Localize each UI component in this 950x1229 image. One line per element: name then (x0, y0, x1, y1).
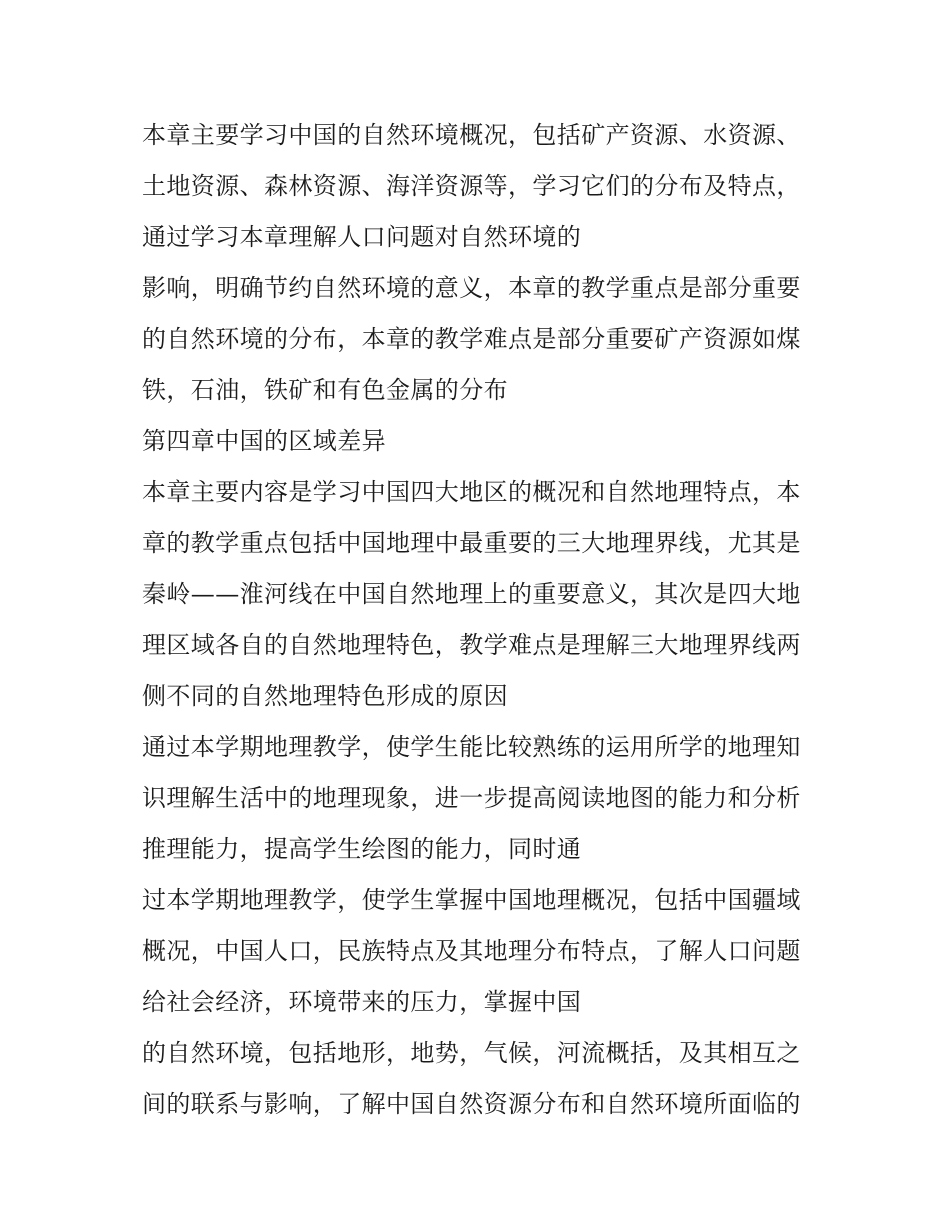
text-line: 影响，明确节约自然环境的意义，本章的教学重点是部分重要 (142, 274, 801, 302)
text-line: 侧不同的自然地理特色形成的原因 (142, 682, 508, 710)
text-line: 概况，中国人口，民族特点及其地理分布特点，了解人口问题 (142, 937, 801, 965)
text-line: 本章主要内容是学习中国四大地区的概况和自然地理特点，本 (142, 478, 801, 506)
text-line: 间的联系与影响，了解中国自然资源分布和自然环境所面临的 (142, 1090, 801, 1118)
text-line: 的自然环境，包括地形，地势，气候，河流概括，及其相互之 (142, 1039, 801, 1067)
text-line: 给社会经济，环境带来的压力，掌握中国 (142, 988, 582, 1016)
text-line: 秦岭——淮河线在中国自然地理上的重要意义，其次是四大地 (142, 580, 801, 608)
text-line: 识理解生活中的地理现象，进一步提高阅读地图的能力和分析 (142, 784, 801, 812)
text-line: 推理能力，提高学生绘图的能力，同时通 (142, 835, 582, 863)
section-heading: 第四章中国的区域差异 (142, 427, 386, 455)
text-line: 土地资源、森林资源、海洋资源等，学习它们的分布及特点， (142, 172, 801, 200)
body-text (142, 110, 822, 1130)
text-line: 通过学习本章理解人口问题对自然环境的 (142, 223, 582, 251)
text-line: 章的教学重点包括中国地理中最重要的三大地理界线，尤其是 (142, 529, 801, 557)
text-line: 理区域各自的自然地理特色，教学难点是理解三大地理界线两 (142, 631, 801, 659)
text-line: 通过本学期地理教学，使学生能比较熟练的运用所学的地理知 (142, 733, 801, 761)
text-line: 本章主要学习中国的自然环境概况，包括矿产资源、水资源、 (142, 121, 801, 149)
text-line: 过本学期地理教学，使学生掌握中国地理概况，包括中国疆域 (142, 886, 801, 914)
text-line: 的自然环境的分布，本章的教学难点是部分重要矿产资源如煤 (142, 325, 801, 353)
text-line: 铁，石油，铁矿和有色金属的分布 (142, 376, 508, 404)
